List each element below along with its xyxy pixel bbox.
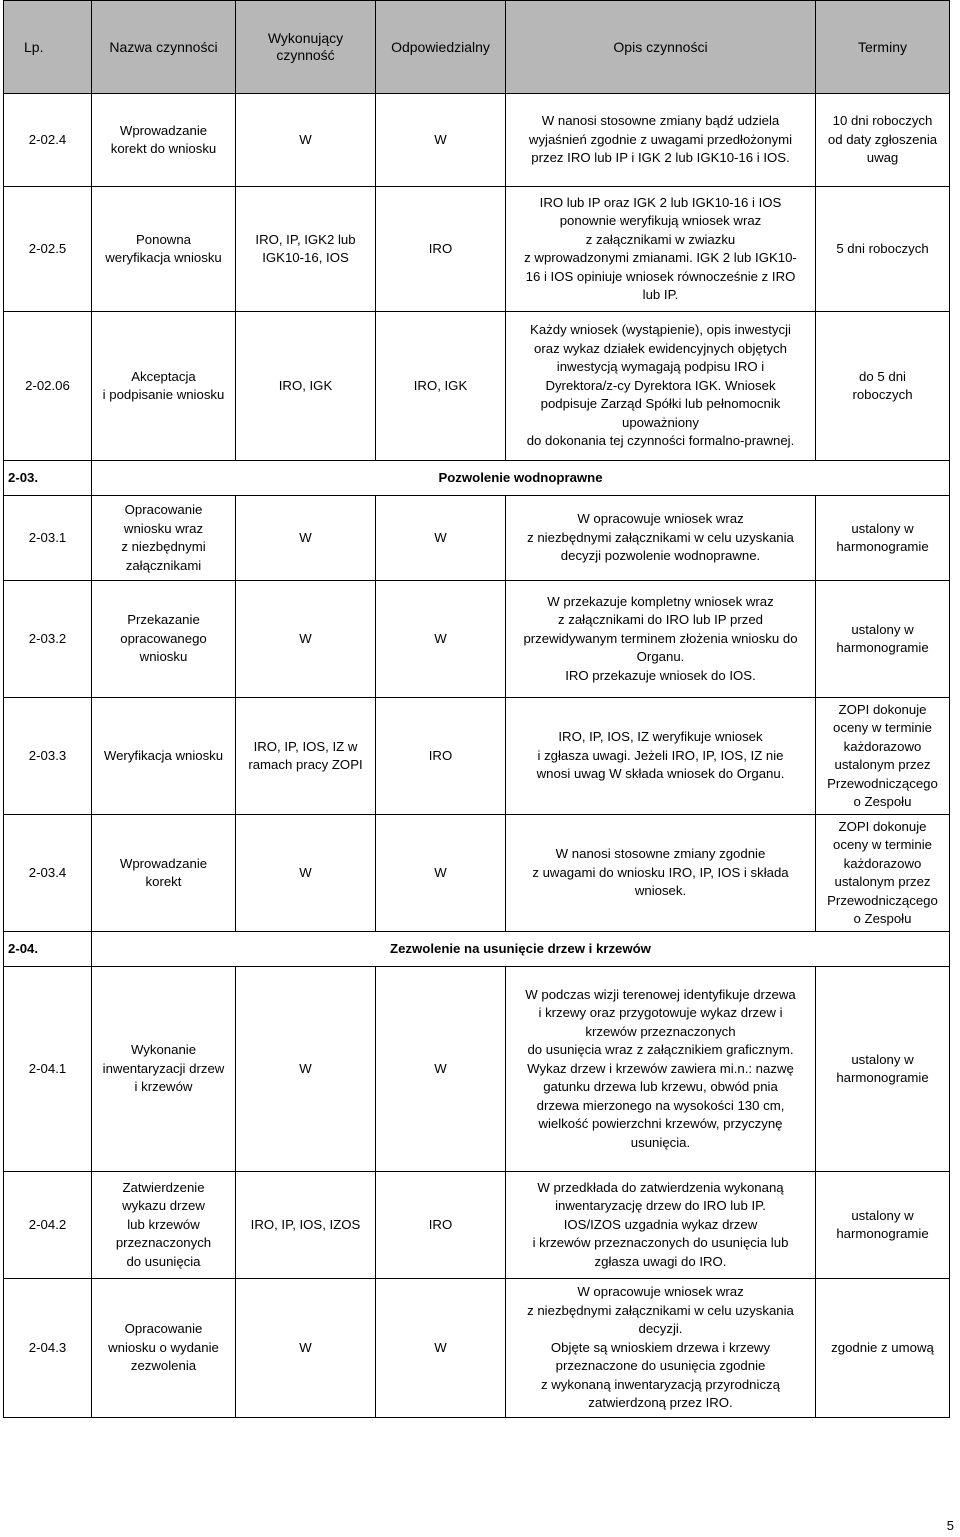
row-deadline [816, 967, 950, 1172]
row-responsible [376, 187, 506, 312]
cell-line: 16 i IOS opiniuje wniosek równocześnie z IRO [525, 268, 796, 284]
cell-line: opracowanego [120, 630, 207, 646]
section-row [4, 932, 950, 967]
row-lp: 2-02.06 [4, 312, 92, 461]
header-name: Nazwa czynności [92, 1, 236, 94]
cell-line: Objęte są wnioskiem drzewa i krzewy [550, 1339, 771, 1355]
cell-line: W opracowuje wniosek wraz [577, 1284, 744, 1300]
row-lp: 2-02.5 [4, 187, 92, 312]
cell-line: 10 dni roboczych [832, 113, 933, 129]
row-performer [236, 94, 376, 187]
cell-line: z niezbędnymi [121, 539, 206, 554]
table-row [4, 1172, 950, 1279]
cell-line: z załącznikami w zwiazku [585, 231, 736, 247]
cell-line: W [434, 630, 447, 646]
cell-line: ustalonym przez [834, 874, 931, 889]
row-name [92, 187, 236, 312]
cell-line: W [434, 1339, 447, 1355]
cell-line: decyzji. [638, 1321, 683, 1337]
row-performer [236, 1172, 376, 1279]
cell-line: do usunięcia [126, 1253, 201, 1269]
cell-line: drzewa mierzonego na wysokości 130 cm, [536, 1097, 785, 1113]
cell-line: ustalony w [851, 1051, 914, 1067]
row-lp: 2-03.1 [4, 496, 92, 581]
cell-line: od daty zgłoszenia [827, 131, 938, 147]
cell-line: z wykonaną inwentaryzacją przyrodniczą [541, 1376, 780, 1392]
cell-line: ponownie weryfikują wniosek wraz [559, 213, 762, 228]
row-name [92, 496, 236, 581]
cell-line: W przekazuje kompletny wniosek wraz [547, 593, 774, 609]
table-row [4, 581, 950, 698]
row-deadline [816, 698, 950, 815]
row-name [92, 815, 236, 932]
row-lp: 2-03.2 [4, 581, 92, 698]
row-deadline [816, 312, 950, 461]
cell-line: harmonogramie [836, 1070, 929, 1085]
row-deadline [816, 815, 950, 932]
cell-line: W nanosi stosowne zmiany zgodnie [555, 846, 766, 862]
cell-line: W [299, 1339, 312, 1355]
cell-line: W [434, 529, 447, 545]
cell-line: każdorazowo [843, 855, 922, 871]
row-description [506, 581, 816, 698]
cell-line: wykazu drzew [122, 1198, 205, 1214]
cell-line: IRO, IP, IOS, IZ w [253, 738, 358, 754]
cell-line: o Zespołu [853, 794, 912, 809]
cell-line: IRO przekazuje wniosek do IOS. [565, 667, 756, 683]
cell-line: uwag [866, 150, 899, 166]
row-lp: 2-04.3 [4, 1279, 92, 1418]
row-performer [236, 312, 376, 461]
row-deadline [816, 1172, 950, 1279]
cell-line: Opracowanie [124, 1321, 203, 1337]
cell-line: W podczas wizji terenowej identyfikuje drzewa [525, 986, 796, 1002]
header-performer-line2: czynność [276, 47, 335, 63]
cell-line: wniosek. [634, 883, 687, 899]
cell-line: ustalony w [851, 520, 914, 536]
cell-line: zgodnie z umową [831, 1339, 934, 1355]
row-description [506, 496, 816, 581]
row-name [92, 1172, 236, 1279]
cell-line: Ponowna [136, 231, 191, 247]
cell-line: 5 dni roboczych [836, 240, 929, 256]
cell-line: inwestycją wymagają podpisu IRO i [556, 359, 765, 375]
cell-line: wyjaśnień zgodnie z uwagami przedłożonymi [528, 131, 793, 147]
cell-line: do usunięcia wraz z załącznikiem graficznym. [527, 1042, 794, 1058]
cell-line: ustalony w [851, 621, 914, 637]
row-responsible [376, 581, 506, 698]
cell-line: upoważniony [622, 414, 699, 430]
cell-line: W [299, 529, 312, 545]
row-performer [236, 815, 376, 932]
row-performer [236, 187, 376, 312]
cell-line: z niezbędnymi załącznikami w celu uzyskania [527, 1302, 794, 1318]
cell-line: W [434, 1060, 447, 1076]
row-deadline [816, 581, 950, 698]
row-lp: 2-02.4 [4, 94, 92, 187]
header-performer [236, 1, 376, 94]
cell-line: lub IP. [642, 287, 679, 302]
cell-line: Wykaz drzew i krzewów zawiera mi.n.: nazwę [527, 1060, 794, 1076]
section-title: Pozwolenie wodnoprawne [92, 461, 950, 496]
cell-line: i krzewów [134, 1079, 193, 1095]
cell-line: z załącznikami do IRO lub IP przed [558, 612, 763, 628]
cell-line: W przedkłada do zatwierdzenia wykonaną [537, 1179, 784, 1195]
cell-line: IRO, IP, IOS, IZ weryfikuje wniosek [558, 729, 763, 745]
cell-line: W [434, 864, 447, 880]
table-row [4, 94, 950, 187]
cell-line: oceny w terminie [833, 720, 932, 735]
cell-line: ustalonym przez [834, 757, 931, 772]
cell-line: gatunku drzewa lub krzewu, obwód pnia [543, 1079, 778, 1095]
cell-line: IRO, IP, IGK2 lub [255, 231, 356, 247]
cell-line: harmonogramie [836, 640, 929, 655]
table-row [4, 967, 950, 1172]
row-responsible [376, 1279, 506, 1418]
header-responsible: Odpowiedzialny [376, 1, 506, 94]
cell-line: W [299, 630, 312, 646]
table-row [4, 312, 950, 461]
cell-line: IRO [428, 240, 453, 256]
cell-line: zgłasza uwagi do IRO. [594, 1253, 727, 1269]
cell-line: Organu. [636, 649, 685, 665]
cell-line: i podpisanie wniosku [102, 387, 225, 402]
row-deadline [816, 496, 950, 581]
cell-line: ustalony w [851, 1207, 914, 1223]
cell-line: załącznikami [125, 557, 202, 573]
cell-line: przeznaczonych [115, 1235, 212, 1251]
cell-line: W [299, 1060, 312, 1076]
section-title: Zezwolenie na usunięcie drzew i krzewów [92, 932, 950, 967]
row-deadline [816, 1279, 950, 1418]
row-description [506, 967, 816, 1172]
procedure-table [3, 0, 950, 1418]
row-responsible [376, 967, 506, 1172]
row-responsible [376, 94, 506, 187]
row-performer [236, 496, 376, 581]
table-row [4, 815, 950, 932]
row-description [506, 1172, 816, 1279]
row-responsible [376, 815, 506, 932]
cell-line: weryfikacja wniosku [105, 250, 222, 265]
cell-line: inwentaryzację drzew do IRO lub IP. [555, 1198, 766, 1214]
header-deadlines: Terminy [816, 1, 950, 94]
cell-line: decyzji pozwolenie wodnoprawne. [560, 548, 761, 564]
cell-line: Wprowadzanie [119, 122, 208, 138]
row-responsible [376, 1172, 506, 1279]
cell-line: roboczych [852, 387, 913, 402]
cell-line: do dokonania tej czynności formalno-prawnej. [526, 433, 795, 449]
cell-line: ramach pracy ZOPI [248, 757, 363, 772]
row-description [506, 94, 816, 187]
cell-line: Zatwierdzenie [122, 1179, 205, 1195]
row-description [506, 698, 816, 815]
cell-line: Akceptacja [131, 368, 196, 384]
row-name [92, 581, 236, 698]
cell-line: przeznaczone do usunięcia zgodnie [555, 1358, 766, 1374]
row-performer [236, 581, 376, 698]
cell-line: o Zespołu [853, 911, 912, 926]
cell-line: usunięcia. [630, 1134, 691, 1150]
cell-line: każdorazowo [843, 738, 922, 754]
row-name [92, 94, 236, 187]
cell-line: harmonogramie [836, 1226, 929, 1241]
section-row [4, 461, 950, 496]
table-row [4, 1279, 950, 1418]
cell-line: wielkość powierzchni krzewów, przyczynę [538, 1116, 783, 1132]
row-performer [236, 967, 376, 1172]
cell-line: ZOPI dokonuje [838, 818, 927, 834]
cell-line: przewidywanym terminem złożenia wniosku do [523, 630, 798, 646]
cell-line: IOS/IZOS uzgadnia wykaz drzew [563, 1216, 758, 1232]
cell-line: Weryfikacja wniosku [103, 747, 224, 763]
row-lp: 2-03.4 [4, 815, 92, 932]
table-row [4, 496, 950, 581]
cell-line: wniosku wraz [123, 520, 204, 536]
cell-line: IGK10-16, IOS [262, 250, 349, 265]
cell-line: z niezbędnymi załącznikami w celu uzyskania [527, 529, 794, 545]
cell-line: zatwierdzoną przez IRO. [588, 1395, 733, 1411]
table-row [4, 698, 950, 815]
row-lp: 2-03.3 [4, 698, 92, 815]
cell-line: krzewów przeznaczonych [585, 1023, 736, 1039]
cell-line: Każdy wniosek (wystąpienie), opis inwestycji [530, 322, 791, 338]
cell-line: IRO, IP, IOS, IZOS [250, 1216, 361, 1232]
section-lp: 2-04. [4, 932, 92, 967]
cell-line: z wprowadzonymi zmianami. IGK 2 lub IGK10- [524, 250, 797, 265]
row-performer [236, 1279, 376, 1418]
cell-line: oceny w terminie [833, 837, 932, 852]
row-description [506, 187, 816, 312]
cell-line: Przewodniczącego [827, 775, 938, 791]
cell-line: ZOPI dokonuje [838, 701, 927, 717]
cell-line: lub krzewów [127, 1216, 200, 1232]
cell-line: z uwagami do wniosku IRO, IP, IOS i składa [532, 864, 789, 880]
row-name [92, 698, 236, 815]
cell-line: Opracowanie [124, 502, 203, 517]
cell-line: Wykonanie [130, 1042, 197, 1058]
cell-line: IRO lub IP oraz IGK 2 lub IGK10-16 i IOS [539, 194, 782, 210]
cell-line: Przewodniczącego [827, 892, 938, 908]
cell-line: Przekazanie [127, 612, 200, 628]
row-lp: 2-04.1 [4, 967, 92, 1172]
cell-line: korekt do wniosku [110, 141, 217, 156]
cell-line: Dyrektora/z-cy Dyrektora IGK. Wniosek [545, 377, 776, 393]
cell-line: przez IRO lub IP i IGK 2 lub IGK10-16 i IOS. [531, 150, 790, 166]
row-deadline [816, 187, 950, 312]
table-header-row [4, 1, 950, 94]
header-description: Opis czynności [506, 1, 816, 94]
cell-line: wnosi uwag W składa wniosek do Organu. [536, 766, 785, 782]
cell-line: wniosku [139, 649, 188, 665]
cell-line: wniosku o wydanie [108, 1339, 219, 1355]
cell-line: oraz wykaz działek ewidencyjnych objętych [534, 340, 787, 356]
table-row [4, 187, 950, 312]
row-name [92, 967, 236, 1172]
cell-line: W opracowuje wniosek wraz [577, 511, 744, 527]
row-name [92, 312, 236, 461]
cell-line: harmonogramie [836, 539, 929, 554]
section-lp: 2-03. [4, 461, 92, 496]
row-responsible [376, 698, 506, 815]
cell-line: W nanosi stosowne zmiany bądź udziela [541, 113, 780, 129]
page-number: 5 [946, 1518, 954, 1533]
row-description [506, 815, 816, 932]
cell-line: inwentaryzacji drzew [102, 1060, 225, 1076]
cell-line: W [434, 131, 447, 147]
cell-line: podpisuje Zarząd Spółki lub pełnomocnik [540, 396, 781, 412]
cell-line: IRO [428, 1216, 453, 1232]
row-responsible [376, 312, 506, 461]
row-description [506, 1279, 816, 1418]
row-lp: 2-04.2 [4, 1172, 92, 1279]
row-name [92, 1279, 236, 1418]
cell-line: IRO, IGK [278, 377, 333, 393]
header-lp: Lp. [4, 1, 92, 94]
row-responsible [376, 496, 506, 581]
cell-line: do 5 dni [859, 368, 906, 384]
cell-line: IRO, IGK [413, 377, 468, 393]
cell-line: korekt [145, 874, 182, 889]
cell-line: zezwolenia [130, 1358, 197, 1374]
row-performer [236, 698, 376, 815]
row-description [506, 312, 816, 461]
row-deadline [816, 94, 950, 187]
cell-line: i krzewy oraz przygotowuje wykaz drzew i [538, 1005, 783, 1021]
cell-line: W [299, 131, 312, 147]
header-performer-line1: Wykonujący [267, 30, 344, 46]
cell-line: i krzewów przeznaczonych do usunięcia lub [532, 1235, 789, 1251]
cell-line: IRO [428, 747, 453, 763]
cell-line: i zgłasza uwagi. Jeżeli IRO, IP, IOS, IZ nie [537, 747, 784, 763]
cell-line: Wprowadzanie [119, 855, 208, 871]
cell-line: W [299, 864, 312, 880]
